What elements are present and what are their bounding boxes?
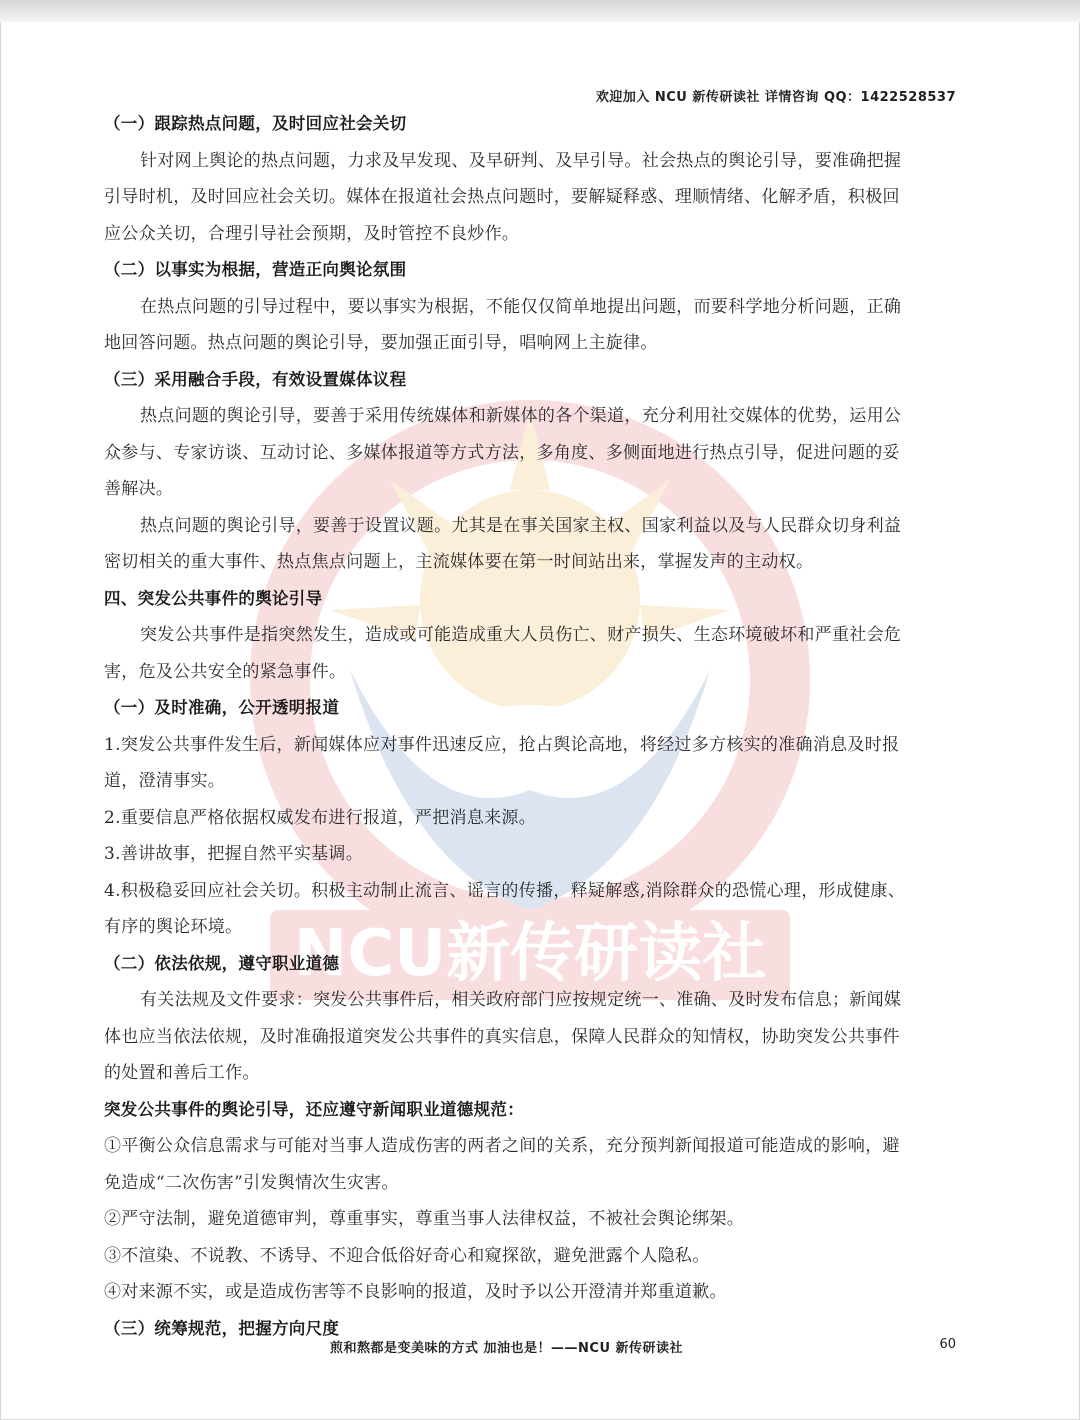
watermark-text: NCU新传研读社	[293, 917, 767, 991]
circled-item-line: ②严守法制，避免道德审判，尊重事实，尊重当事人法律权益，不被社会舆论绑架。	[104, 1209, 745, 1229]
section-heading: （二）以事实为根据，营造正向舆论氛围	[104, 260, 407, 279]
paragraph-line: 突发公共事件是指突然发生，造成或可能造成重大人员伤亡、财产损失、生态环境破坏和严重社会危	[140, 625, 902, 645]
paragraph-line: 的处置和善后工作。	[104, 1063, 260, 1083]
paragraph-line: 善解决。	[104, 479, 174, 499]
paragraph-line: 应公众关切，合理引导社会预期，及时管控不良炒作。	[104, 223, 520, 244]
page-header: 欢迎加入 NCU 新传研读社 详情咨询 QQ：1422528537	[595, 90, 956, 105]
paragraph-line: 害，危及公共安全的紧急事件。	[104, 661, 347, 682]
section-heading: （二）依法依规，遵守职业道德	[104, 953, 340, 973]
numbered-item-line: 3.善讲故事，把握自然平实基调。	[104, 844, 364, 864]
paragraph-line: 密切相关的重大事件、热点焦点问题上，主流媒体要在第一时间站出来，掌握发声的主动权。	[104, 552, 814, 572]
paragraph-line: 体也应当依法依规，及时准确报道突发公共事件的真实信息，保障人民群众的知情权，协助突发公共事件	[104, 1026, 900, 1047]
circled-item-line: ③不渲染、不说教、不诱导、不迎合低俗好奇心和窥探欲，避免泄露个人隐私。	[104, 1245, 710, 1266]
page-footer	[0, 1333, 1080, 1357]
circled-item-line: ④对来源不实，或是造成伤害等不良影响的报道，及时予以公开澄清并郑重道歉。	[104, 1282, 727, 1302]
paragraph-line: 众参与、专家访谈、互动讨论、多媒体报道等方式方法，多角度、多侧面地进行热点引导，促进问题的妥	[104, 442, 900, 463]
paragraph-line: 热点问题的舆论引导，要善于设置议题。尤其是在事关国家主权、国家利益以及与人民群众切身利益	[140, 515, 902, 536]
circled-item-line: 免造成“二次伤害”引发舆情次生灾害。	[104, 1172, 399, 1193]
page-number: 60	[939, 1337, 956, 1352]
circled-item-line: ①平衡公众信息需求与可能对当事人造成伤害的两者之间的关系，充分预判新闻报道可能造成的影响，避	[104, 1136, 900, 1156]
section-heading: 四、突发公共事件的舆论引导	[104, 588, 323, 608]
section-heading: 突发公共事件的舆论引导，还应遵守新闻职业道德规范：	[104, 1099, 524, 1119]
section-heading: （三）统筹规范，把握方向尺度	[104, 1318, 340, 1338]
paragraph-line: 针对网上舆论的热点问题，力求及早发现、及早研判、及早引导。社会热点的舆论引导，要准确把握	[140, 150, 902, 171]
numbered-item-line: 道，澄清事实。	[104, 771, 226, 791]
numbered-item-line: 1.突发公共事件发生后，新闻媒体应对事件迅速反应，抢占舆论高地，将经过多方核实的准确消息及时报	[104, 734, 900, 755]
paragraph-line: 引导时机，及时回应社会关切。媒体在报道社会热点问题时，要解疑释惑、理顺情绪、化解矛盾，积极回	[104, 187, 900, 207]
numbered-item-line: 4.积极稳妥回应社会关切。积极主动制止流言、谣言的传播，释疑解惑,消除群众的恐慌心理，形成健康、	[104, 880, 906, 901]
top-shadow-band	[0, 0, 1080, 22]
numbered-item-line: 有序的舆论环境。	[104, 917, 243, 937]
numbered-item-line: 2.重要信息严格依据权威发布进行报道，严把消息来源。	[104, 807, 537, 828]
section-heading: （一）跟踪热点问题，及时回应社会关切	[104, 114, 407, 133]
section-heading: （三）采用融合手段，有效设置媒体议程	[104, 369, 407, 389]
paragraph-line: 地回答问题。热点问题的舆论引导，要加强正面引导，唱响网上主旋律。	[104, 333, 658, 353]
section-heading: （一）及时准确，公开透明报道	[104, 698, 340, 717]
paragraph-line: 热点问题的舆论引导，要善于采用传统媒体和新媒体的各个渠道，充分利用社交媒体的优势，运用公	[140, 406, 902, 426]
page-body	[104, 106, 956, 1347]
paragraph-line: 有关法规及文件要求：突发公共事件后，相关政府部门应按规定统一、准确、及时发布信息；新闻媒	[140, 990, 902, 1010]
footer-motto: 煎和熬都是变美味的方式 加油也是！——NCU 新传研读社	[330, 1341, 684, 1356]
paragraph-line: 在热点问题的引导过程中，要以事实为根据，不能仅仅简单地提出问题，而要科学地分析问题，正确	[140, 296, 902, 317]
